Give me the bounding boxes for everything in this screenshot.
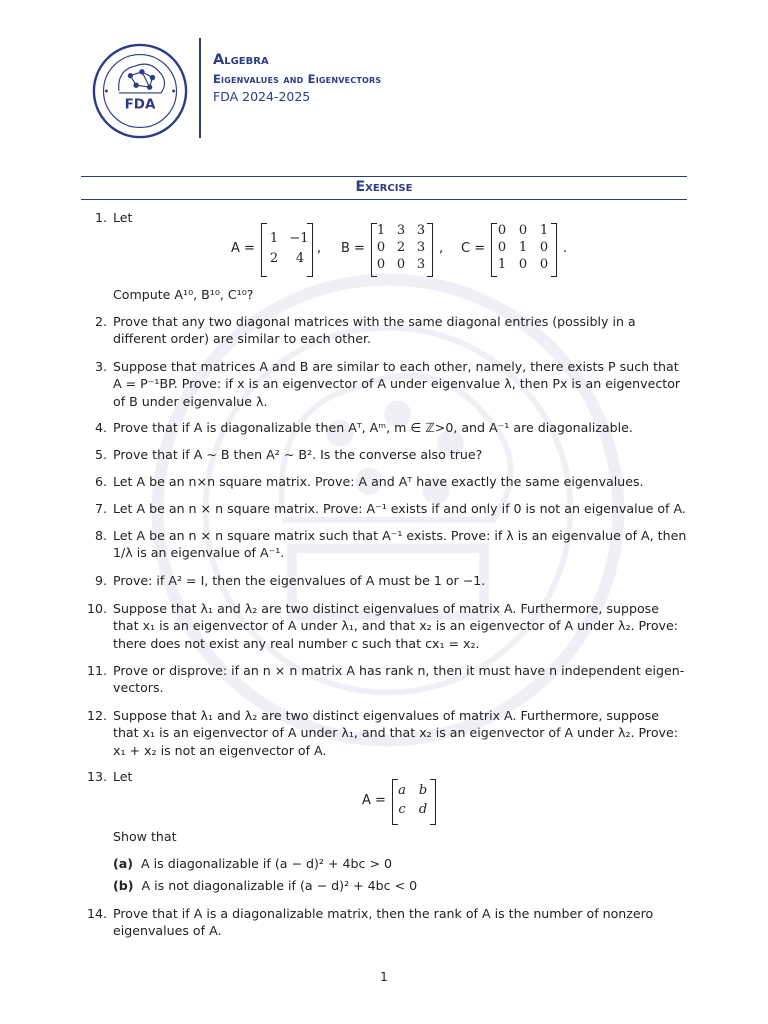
section-rule-bottom [81, 199, 687, 200]
part-text: A is diagonalizable if (a − d)² + 4bc > 0 [141, 856, 393, 871]
matrix-a-cell: 4 [295, 251, 305, 266]
matrix-cell: a [398, 783, 406, 798]
matrix-c-cell: 1 [497, 257, 507, 272]
exercise-1-matrices: A = 1 −1 2 4 , B = 1 3 3 0 2 3 0 0 3 , C = 0 0 1 0 1 0 1 0 0 . [231, 223, 591, 275]
matrix-abcd [392, 779, 436, 823]
exercise-number: 10. [86, 601, 107, 616]
course-subtitle: Eigenvalues and Eigenvectors [213, 72, 382, 86]
exercise-text: Let A be an n × n square matrix. Prove: A⁻¹ exists if and only if 0 is not an eigenvalue of A. [113, 501, 686, 516]
matrix-cell: d [418, 802, 428, 817]
matrix-b-cell: 3 [396, 223, 406, 238]
exercise-lead: Let [113, 769, 133, 784]
exercise-text: Let A be an n × n square matrix such that A⁻¹ exists. Prove: if λ is an eigenvalue of A, then 1/λ is an eigenvalue of A⁻¹. [113, 528, 687, 561]
exercise-text: Compute A¹⁰, B¹⁰, C¹⁰? [113, 287, 254, 302]
exercise-lead: Let [113, 210, 133, 225]
exercise-number: 9. [94, 573, 107, 588]
exercise-text: Prove that any two diagonal matrices with the same diagonal entries (possibly in a different order) are similar to each other. [113, 314, 636, 347]
matrix-c-cell: 0 [497, 223, 507, 238]
matrix-b-cell: 3 [416, 223, 426, 238]
exercise-number: 13. [86, 769, 107, 784]
course-title: Algebra [213, 52, 269, 68]
part-label: (b) [113, 878, 134, 893]
exercise-13-matrix [362, 779, 482, 823]
exercise-text: Prove: if A² = I, then the eigenvalues of A must be 1 or −1. [113, 573, 486, 588]
matrix-a-cell: 1 [269, 231, 279, 246]
exercise-text: Suppose that λ₁ and λ₂ are two distinct eigenvalues of matrix A. Furthermore, suppose that x₁ is an eigenvector of A under λ₁, and that x₂ is an eigenvector of A under λ₂. Prove: x₁ + x₂ is not an eigenvector of A. [113, 708, 678, 758]
section-rule-top [81, 176, 687, 177]
exercise-text: Show that [113, 829, 177, 844]
page-number: 1 [380, 970, 388, 984]
exercise-text: Let A be an n×n square matrix. Prove: A and Aᵀ have exactly the same eigenvalues. [113, 474, 644, 489]
matrix-a-label: A = [231, 241, 255, 256]
matrix-b-cell: 3 [416, 240, 426, 255]
matrix-c-cell: 0 [539, 240, 549, 255]
matrix-a-cell: 2 [269, 251, 279, 266]
matrix-label: A = [362, 793, 386, 808]
exercise-number: 11. [86, 663, 107, 678]
header-divider [199, 38, 201, 138]
exercise-text: Prove that if A is diagonalizable then Aᵀ, Aᵐ, m ∈ ℤ>0, and A⁻¹ are diagonalizable. [113, 420, 633, 435]
fda-logo [92, 43, 188, 139]
matrix-c-cell: 1 [518, 240, 528, 255]
exercise-number: 14. [86, 906, 107, 921]
exercise-number: 2. [94, 314, 107, 329]
matrix-a [261, 223, 313, 275]
section-title: Exercise [355, 179, 413, 195]
matrix-c-cell: 1 [539, 223, 549, 238]
exercise-number: 5. [94, 447, 107, 462]
matrix-a-cell: −1 [289, 231, 309, 246]
exercise-text: Suppose that matrices A and B are similar to each other, namely, there exists P such that A = P⁻¹BP. Prove: if x is an eigenvector of A under eigenvalue λ, then Px is an eigenvector of B under eigenvalue λ. [113, 359, 681, 409]
exercise-number: 8. [94, 528, 107, 543]
matrix-cell: b [418, 783, 428, 798]
part-label: (a) [113, 856, 134, 871]
matrix-b-cell: 1 [376, 223, 386, 238]
exercise-number: 4. [94, 420, 107, 435]
exercise-number: 7. [94, 501, 107, 516]
matrix-c-label: C = [461, 241, 486, 256]
matrix-cell: c [398, 802, 406, 817]
matrix-b-label: B = [341, 241, 365, 256]
exercise-text: Prove that if A ∼ B then A² ∼ B². Is the converse also true? [113, 447, 483, 462]
matrix-b-cell: 2 [396, 240, 406, 255]
exercise-number: 6. [94, 474, 107, 489]
matrix-b [371, 223, 433, 275]
matrix-b-cell: 3 [416, 257, 426, 272]
matrix-b-cell: 0 [376, 240, 386, 255]
exercise-text: Suppose that λ₁ and λ₂ are two distinct eigenvalues of matrix A. Furthermore, suppose that x₁ is an eigenvector of A under λ₁, and that x₂ is an eigenvector of A under λ₂. Prove: there does not exist any real number c such that cx₁ = x₂. [113, 601, 678, 651]
matrix-c-cell: 0 [518, 257, 528, 272]
matrix-c-cell: 0 [497, 240, 507, 255]
matrix-b-cell: 0 [376, 257, 386, 272]
logo-text: FDA [124, 97, 156, 113]
matrix-c [491, 223, 557, 275]
exercise-number: 1. [94, 210, 107, 225]
matrix-c-cell: 0 [518, 223, 528, 238]
exercise-number: 12. [86, 708, 107, 723]
exercise-number: 3. [94, 359, 107, 374]
matrix-b-cell: 0 [396, 257, 406, 272]
course-year: FDA 2024-2025 [213, 89, 311, 104]
exercise-text: Prove that if A is a diagonalizable matrix, then the rank of A is the number of nonzero eigenvalues of A. [113, 906, 654, 939]
part-text: A is not diagonalizable if (a − d)² + 4bc < 0 [141, 878, 418, 893]
exercise-text: Prove or disprove: if an n × n matrix A has rank n, then it must have n independent eigen- vectors. [113, 663, 685, 696]
matrix-c-cell: 0 [539, 257, 549, 272]
